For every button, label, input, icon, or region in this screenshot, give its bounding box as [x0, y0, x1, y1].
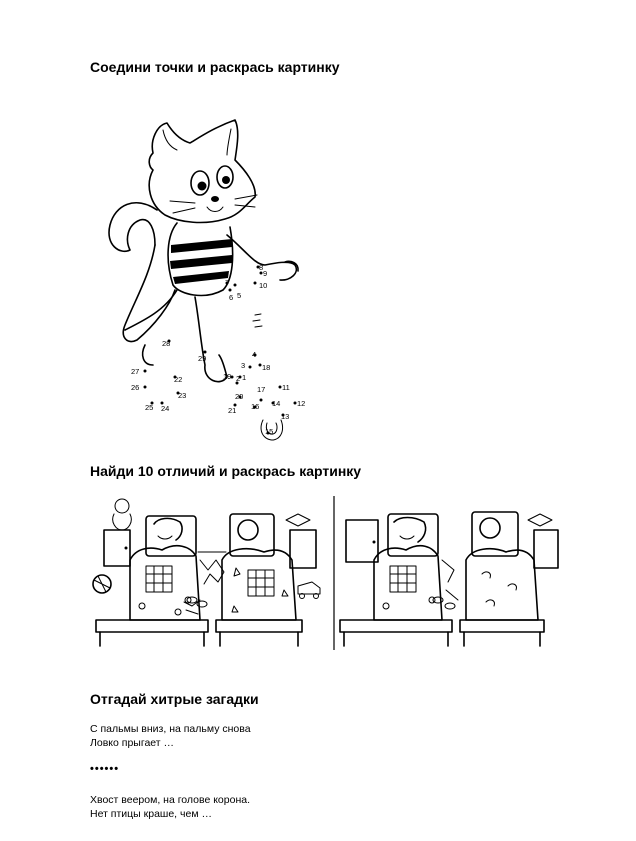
riddle-1-line-1: С пальмы вниз, на пальму снова	[90, 723, 251, 735]
svg-text:17: 17	[257, 385, 266, 394]
cat-dot-to-dot-illustration	[95, 115, 335, 455]
svg-text:7: 7	[225, 278, 230, 287]
svg-text:2: 2	[236, 374, 241, 383]
svg-text:8: 8	[259, 263, 264, 272]
svg-text:23: 23	[178, 391, 187, 400]
svg-text:29: 29	[198, 354, 207, 363]
svg-text:28: 28	[162, 339, 171, 348]
svg-text:25: 25	[145, 403, 154, 412]
riddle-2-line-1: Хвост веером, на голове корона.	[90, 794, 251, 806]
riddle-1-line-2: Ловко прыгает …	[90, 737, 175, 749]
svg-text:24: 24	[161, 404, 170, 413]
svg-text:22: 22	[174, 375, 183, 384]
riddle-2	[90, 793, 250, 821]
section-title-differences: Найди 10 отличий и раскрась картинку	[90, 463, 362, 479]
section-title-connect-dots: Соедини точки и раскрась картинку	[90, 59, 340, 75]
svg-text:11: 11	[282, 383, 290, 392]
svg-text:20: 20	[235, 392, 244, 401]
dot-markers	[131, 263, 305, 436]
riddle-1	[90, 722, 251, 750]
right-picture	[340, 512, 558, 646]
svg-text:6: 6	[229, 293, 234, 302]
riddle-separator: ••••••	[90, 763, 120, 775]
svg-text:14: 14	[272, 399, 281, 408]
svg-text:4: 4	[252, 350, 257, 359]
svg-text:26: 26	[131, 383, 140, 392]
svg-text:1: 1	[242, 373, 247, 382]
svg-text:12: 12	[297, 399, 306, 408]
riddle-2-line-2: Нет птицы краше, чем …	[90, 808, 212, 820]
svg-text:3: 3	[241, 361, 246, 370]
svg-text:19: 19	[223, 372, 232, 381]
svg-text:9: 9	[263, 269, 268, 278]
svg-text:27: 27	[131, 367, 140, 376]
svg-text:21: 21	[228, 406, 237, 415]
svg-text:15: 15	[265, 427, 274, 436]
svg-text:16: 16	[251, 402, 260, 411]
svg-text:18: 18	[262, 363, 271, 372]
svg-text:10: 10	[259, 281, 268, 290]
find-differences-illustration	[88, 490, 568, 660]
svg-text:5: 5	[237, 291, 242, 300]
section-title-riddles: Отгадай хитрые загадки	[90, 691, 259, 707]
svg-text:13: 13	[281, 412, 290, 421]
left-picture	[93, 499, 320, 646]
